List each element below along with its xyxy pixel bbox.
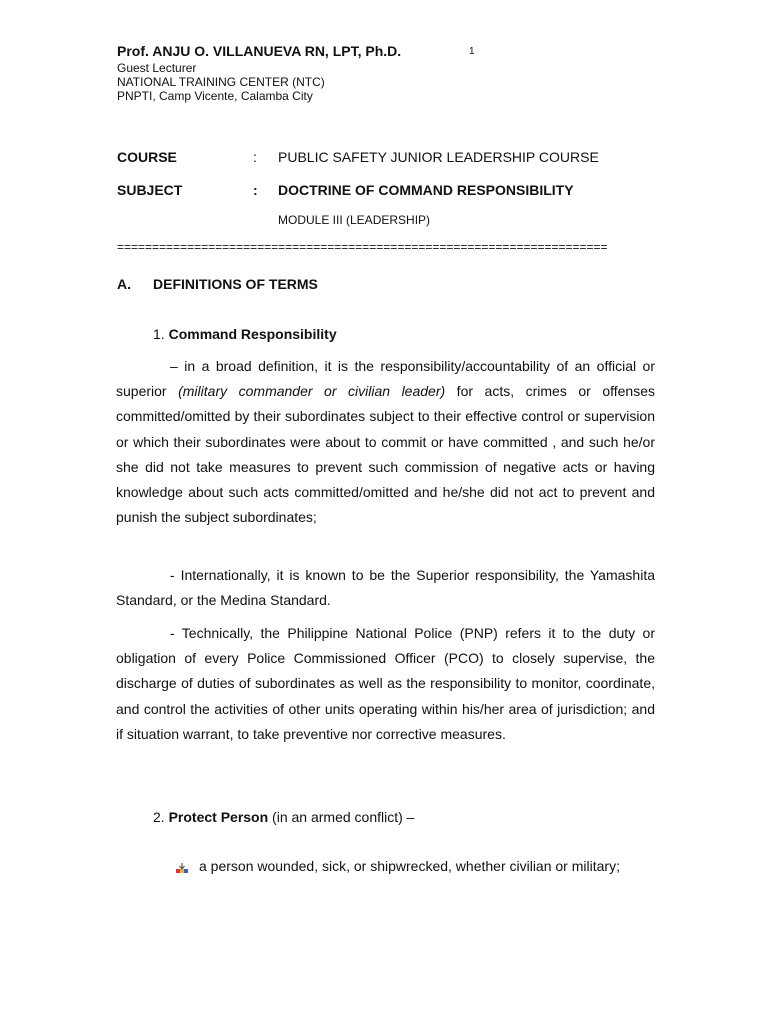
definition-paragraph-2	[116, 563, 655, 613]
subject-colon: :	[253, 182, 258, 198]
author-location: PNPTI, Camp Vicente, Calamba City	[117, 89, 313, 103]
term-heading-2	[153, 809, 414, 825]
para1-end: for acts, crimes or offenses committed/omitted by their subordinates subject to their effective control or supervision or which their subordinates were about to commit or have committed , and such he/or she did not take measures to prevent such commission of negative acts or having knowledge about such acts committed/omitted and he/she did not act to prevent and punish the subject subordinates;	[116, 383, 656, 526]
section-title: DEFINITIONS OF TERMS	[153, 276, 318, 292]
term2-title: Protect Person	[168, 809, 269, 825]
definition-paragraph-3	[116, 621, 655, 747]
term-number: 1.	[153, 326, 165, 342]
author-role: Guest Lecturer	[117, 61, 197, 75]
course-colon: :	[253, 149, 257, 165]
section-heading	[117, 276, 318, 292]
term2-suffix: (in an armed conflict) –	[268, 809, 415, 825]
subject-label: SUBJECT	[117, 182, 183, 198]
para1-start: – in a broad definition, it is the responsibility/accountability of an official or superior	[116, 358, 655, 400]
term-heading-1	[153, 326, 337, 342]
divider-line: ======================================================================	[117, 240, 608, 254]
para3-text: - Technically, the Philippine National Police (PNP) refers it to the duty or obligation of every Police Commissioned Officer (PCO) to closely supervise, the discharge of duties of subordinates as well as the responsibility to monitor, coordinate, and control the activities of other units operating within his/her area of jurisdiction; and if situation warrant, to take preventive nor corrective measures.	[116, 625, 655, 742]
bullet-item: a person wounded, sick, or shipwrecked, whether civilian or military;	[199, 858, 620, 874]
page-number: 1	[469, 46, 475, 57]
definition-paragraph-1	[116, 354, 655, 530]
subject-value: DOCTRINE OF COMMAND RESPONSIBILITY	[278, 182, 574, 198]
module-label: MODULE III (LEADERSHIP)	[278, 213, 431, 227]
section-letter: A.	[117, 276, 131, 292]
para2-text: - Internationally, it is known to be the Superior responsibility, the Yamashita Standard, or the Medina Standard.	[116, 567, 655, 609]
author-name: Prof. ANJU O. VILLANUEVA RN, LPT, Ph.D.	[117, 43, 402, 59]
term-title: Command Responsibility	[168, 326, 337, 342]
author-institution: NATIONAL TRAINING CENTER (NTC)	[117, 75, 325, 89]
term2-number: 2.	[153, 809, 165, 825]
course-label: COURSE	[117, 149, 177, 165]
para1-italic: (military commander or civilian leader)	[178, 383, 446, 400]
course-value: PUBLIC SAFETY JUNIOR LEADERSHIP COURSE	[278, 149, 599, 165]
arrow-bullet-icon	[176, 862, 188, 874]
